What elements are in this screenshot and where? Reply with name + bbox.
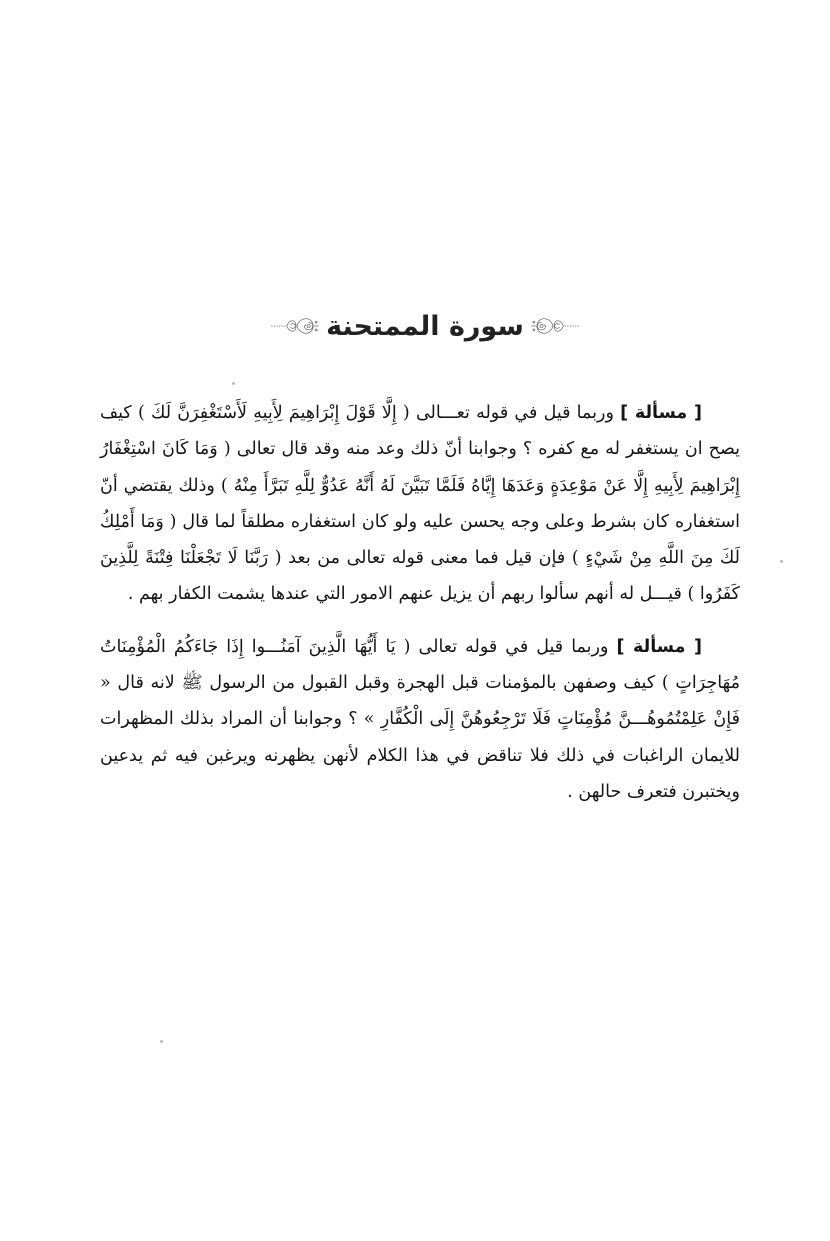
- paragraph-2: [100, 629, 740, 810]
- scan-speck: [780, 560, 783, 563]
- surah-header: [270, 295, 580, 357]
- segment: وربما قيل في قوله تعـــالى: [409, 403, 621, 423]
- page-body: [100, 395, 740, 810]
- segment: وربما قيل في قوله تعالى: [410, 636, 617, 657]
- quran-quote: « فَإِنْ عَلِمْتُمُوهُـــنَّ مُؤْمِنَاتٍ فَلَا تَرْجِعُوهُنَّ إِلَى الْكُفَّارِ »: [100, 673, 740, 730]
- segment: وذلك يقتضي أنّ استغفاره كان بشرط وعلى وجه يحسن عليه ولو كان استغفاره مطلقاً لما قال: [100, 475, 740, 532]
- scan-speck: [232, 382, 235, 385]
- scan-speck: [160, 1040, 163, 1043]
- paragraph-1: [100, 395, 740, 613]
- quran-quote: ( رَبَّنَا لَا تَجْعَلْنَا فِتْنَةً لِلَّذِينَ كَفَرُوا ): [100, 548, 740, 605]
- surah-title: سورة الممتحنة: [326, 310, 524, 342]
- segment: كيف يصح ان يستغفر له مع كفره ؟ وجوابنا أنّ ذلك وعد منه وقد قال تعالى: [100, 403, 740, 460]
- quran-quote: ( يَا أَيُّهَا الَّذِينَ آمَنُـــوا إِذَا جَاءَكُمُ الْمُؤْمِنَاتُ مُهَاجِرَاتٍ ): [100, 636, 740, 694]
- segment: كيف وصفهن بالمؤمنات قبل الهجرة وقبل القبول من الرسول ﷺ لانه قال: [110, 673, 662, 694]
- quran-quote: ( إِلَّا قَوْلَ إِبْرَاهِيمَ لِأَبِيهِ لَأَسْتَغْفِرَنَّ لَكَ ): [137, 403, 410, 423]
- segment: ؟ وجوابنا أن المراد بذلك المظهرات للايمان الراغبات في ذلك فلا تناقض في هذا الكلام لأنهن يظهرنه ويرغبن فيه ثم يدعين ويختبرن فتعرف حالهن .: [100, 709, 740, 802]
- segment: قيـــل له أنهم سألوا ربهم أن يزيل عنهم الامور التي عندها يشمت الكفار بهم .: [127, 584, 688, 605]
- right-ornament-icon: [530, 306, 580, 346]
- quran-quote: ( وَمَا كَانَ اسْتِغْفَارُ إِبْرَاهِيمَ لِأَبِيهِ إِلَّا عَنْ مَوْعِدَةٍ وَعَدَهَا إِيَّاهُ فَلَمَّا تَبَيَّنَ لَهُ أَنَّهُ عَدُوٌّ لِلَّهِ تَبَرَّأَ مِنْهُ ): [100, 439, 740, 496]
- issue-label: [ مسألة ]: [620, 403, 702, 423]
- segment: فإن قيل فما معنى قوله تعالى من بعد: [281, 548, 572, 569]
- left-ornament-icon: [270, 306, 320, 346]
- quran-quote: ( وَمَا أَمْلِكُ لَكَ مِنَ اللَّهِ مِنْ شَيْءٍ ): [100, 511, 741, 569]
- issue-label: [ مسألة ]: [616, 636, 702, 657]
